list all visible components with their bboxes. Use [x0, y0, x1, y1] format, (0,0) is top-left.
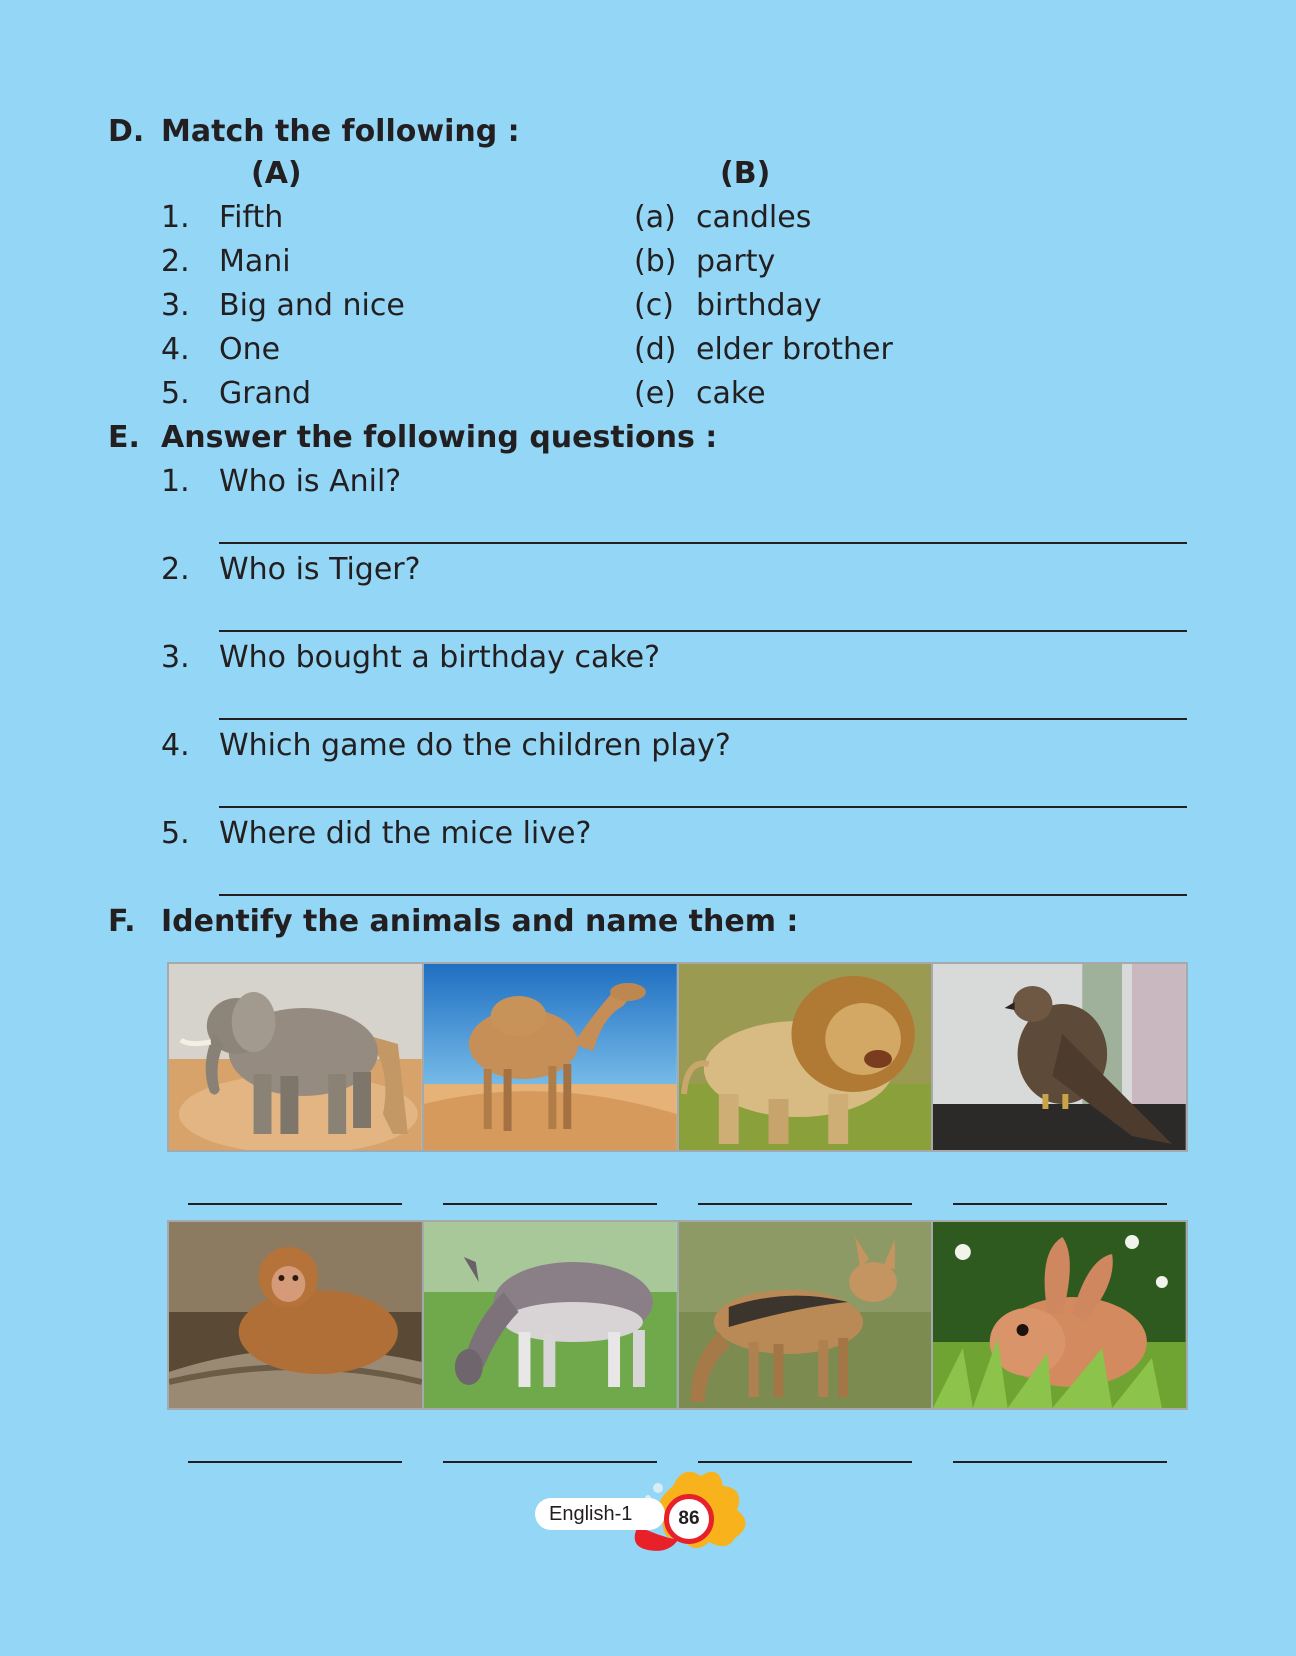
section-d-letter: D. [108, 114, 145, 149]
match-b-label: (b) [634, 244, 677, 279]
name-answer-line[interactable] [698, 1461, 912, 1463]
match-b-text: party [696, 244, 776, 279]
match-a-text: Big and nice [219, 288, 405, 323]
animal-photo-row-1 [167, 962, 1188, 1152]
match-b-text: cake [696, 376, 766, 411]
donkey-photo [424, 1222, 679, 1408]
question-text: Who bought a birthday cake? [219, 640, 661, 675]
match-b-text: birthday [696, 288, 822, 323]
question-num: 5. [161, 816, 190, 851]
match-b-label: (a) [634, 200, 676, 235]
match-a-num: 3. [161, 288, 190, 323]
question-num: 3. [161, 640, 190, 675]
question-text: Who is Tiger? [219, 552, 421, 587]
section-f-title: Identify the animals and name them : [161, 904, 799, 939]
answer-line[interactable] [219, 894, 1187, 896]
match-a-text: One [219, 332, 281, 367]
match-b-label: (d) [634, 332, 677, 367]
section-f-letter: F. [108, 904, 136, 939]
book-label: English-1 [535, 1498, 665, 1530]
match-a-num: 1. [161, 200, 190, 235]
answer-line[interactable] [219, 542, 1187, 544]
name-answer-line[interactable] [443, 1461, 657, 1463]
name-answer-line[interactable] [953, 1461, 1167, 1463]
column-a-heading: (A) [251, 156, 302, 191]
name-answer-line[interactable] [188, 1461, 402, 1463]
jackal-photo [679, 1222, 934, 1408]
match-b-label: (e) [634, 376, 676, 411]
match-a-num: 4. [161, 332, 190, 367]
section-e-letter: E. [108, 420, 140, 455]
match-a-text: Fifth [219, 200, 284, 235]
name-answer-line[interactable] [953, 1203, 1167, 1205]
match-b-text: elder brother [696, 332, 893, 367]
name-answer-line[interactable] [443, 1203, 657, 1205]
match-a-text: Mani [219, 244, 291, 279]
question-num: 2. [161, 552, 190, 587]
kite-bird-photo [933, 964, 1186, 1150]
match-a-num: 2. [161, 244, 190, 279]
name-answer-line[interactable] [188, 1203, 402, 1205]
rabbit-photo [933, 1222, 1186, 1408]
camel-photo [424, 964, 679, 1150]
lion-photo [679, 964, 934, 1150]
answer-line[interactable] [219, 630, 1187, 632]
question-text: Who is Anil? [219, 464, 402, 499]
answer-line[interactable] [219, 718, 1187, 720]
match-a-text: Grand [219, 376, 312, 411]
animal-photo-row-2 [167, 1220, 1188, 1410]
section-d-title: Match the following : [161, 114, 520, 149]
name-answer-line[interactable] [698, 1203, 912, 1205]
answer-line[interactable] [219, 806, 1187, 808]
monkey-photo [169, 1222, 424, 1408]
page-number: 86 [664, 1494, 714, 1544]
section-e-title: Answer the following questions : [161, 420, 718, 455]
match-a-num: 5. [161, 376, 190, 411]
question-num: 4. [161, 728, 190, 763]
question-num: 1. [161, 464, 190, 499]
match-b-text: candles [696, 200, 812, 235]
match-b-label: (c) [634, 288, 674, 323]
question-text: Which game do the children play? [219, 728, 731, 763]
column-b-heading: (B) [720, 156, 771, 191]
question-text: Where did the mice live? [219, 816, 592, 851]
elephant-photo [169, 964, 424, 1150]
